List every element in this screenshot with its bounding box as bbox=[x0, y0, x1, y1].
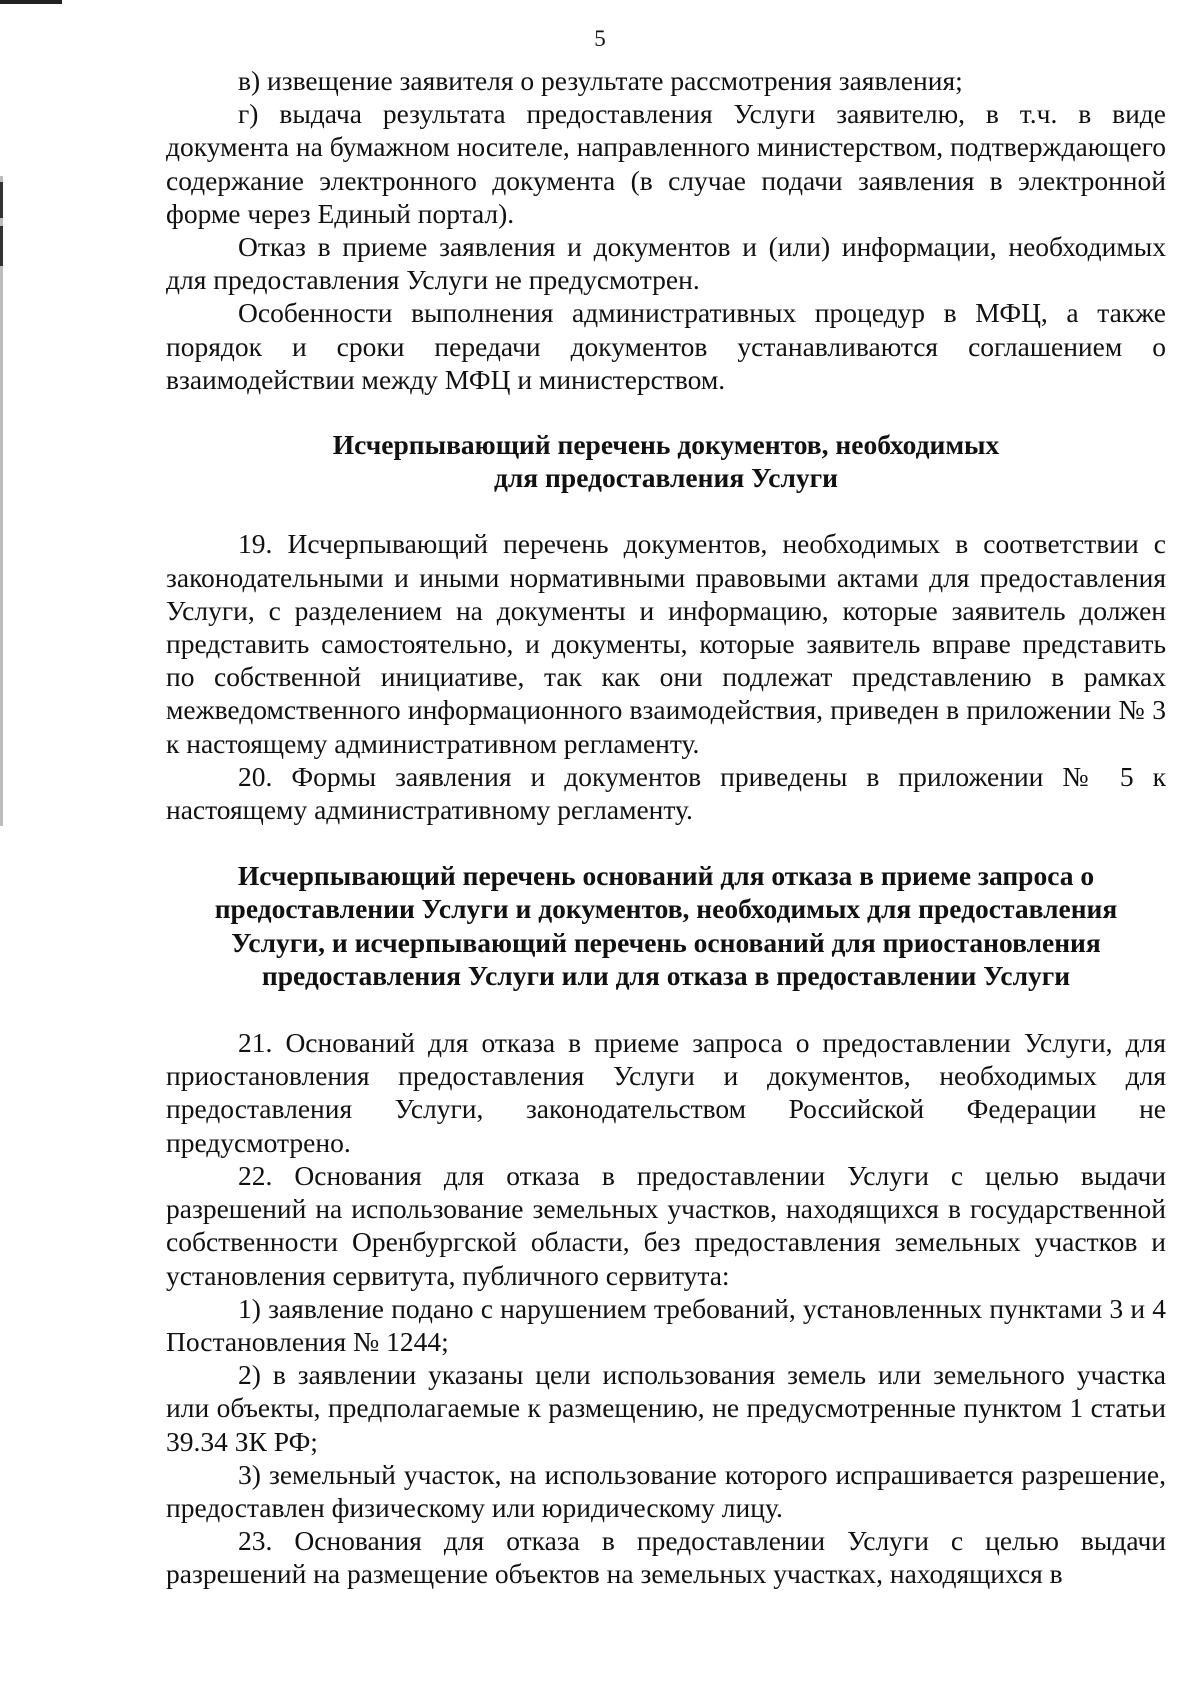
paragraph: 23. Основания для отказа в предоставлении Услуги с целью выдачи разрешений на размещение объектов на земельных участках, находящихся в bbox=[166, 1525, 1166, 1590]
paragraph: в) извещение заявителя о результате рассмотрения заявления; bbox=[238, 65, 963, 96]
paragraph: Отказ в приеме заявления и документов и (или) информации, необходимых для предоставления Услуги не предусмотрен. bbox=[166, 231, 1166, 296]
paragraph: г) выдача результата предоставления Услуги заявителю, в т.ч. в виде документа на бумажном носителе, направленного министерством, подтверждающего содержание электронного документа (в случае подачи заявления в электронной форме через Единый портал). bbox=[166, 98, 1166, 229]
paragraph: 20. Формы заявления и документов приведены в приложении № 5 к настоящему административному регламенту. bbox=[166, 760, 1166, 826]
heading-line: Исчерпывающий перечень оснований для отказа в приеме запроса о bbox=[237, 860, 1095, 892]
heading-line: для предоставления Услуги bbox=[493, 462, 839, 494]
scan-artifact-top bbox=[0, 0, 62, 4]
paragraph: Особенности выполнения административных процедур в МФЦ, а также порядок и сроки передачи документов устанавливаются соглашением о взаимодействии между МФЦ и министерством. bbox=[166, 297, 1166, 395]
heading-line: Услуги, и исчерпывающий перечень оснований для приостановления bbox=[231, 926, 1101, 958]
heading-line: Исчерпывающий перечень документов, необходимых bbox=[332, 429, 1000, 461]
paragraph: 19. Исчерпывающий перечень документов, необходимых в соответствии с законодательными и иными нормативными правовыми актами для предоставления Услуги, с разделением на документы и информацию, которые заявитель должен представить самостоятельно, и документы, которые заявитель вправе представить по собственной инициативе, так как они подлежат представлению в рамках межведомственного информационного взаимодействия, приведен в приложении № 3 к настоящему административном регламенту. bbox=[166, 528, 1166, 759]
document-body bbox=[166, 64, 1166, 1591]
paragraph: 22. Основания для отказа в предоставлении Услуги с целью выдачи разрешений на использование земельных участков, находящихся в государственной собственности Оренбургской области, без предоставления земельных участков и установления сервитута, публичного сервитута: bbox=[166, 1159, 1166, 1291]
page-number: 5 bbox=[594, 26, 606, 51]
scan-artifact-edge bbox=[0, 176, 3, 826]
section-heading bbox=[166, 428, 1166, 494]
paragraph: 1) заявление подано с нарушением требований, установленных пунктами 3 и 4 Постановления № 1244; bbox=[166, 1292, 1166, 1357]
paragraph: 2) в заявлении указаны цели использования земель или земельного участка или объекты, предполагаемые к размещению, не предусмотренные пунктом 1 статьи 39.34 ЗК РФ; bbox=[166, 1359, 1166, 1457]
scan-artifact-tick bbox=[0, 182, 3, 218]
scan-artifact-tick bbox=[0, 226, 3, 266]
heading-line: предоставлении Услуги и документов, необходимых для предоставления bbox=[214, 893, 1118, 925]
heading-line: предоставления Услуги или для отказа в предоставлении Услуги bbox=[261, 959, 1071, 991]
paragraph: 21. Оснований для отказа в приеме запроса о предоставлении Услуги, для приостановления предоставления Услуги и документов, необходимых для предоставления Услуги, законодательством Российской Федерации не предусмотрено. bbox=[166, 1027, 1166, 1158]
section-heading bbox=[166, 859, 1166, 992]
paragraph: 3) земельный участок, на использование которого испрашивается разрешение, предоставлен физическому или юридическому лицу. bbox=[166, 1458, 1166, 1523]
